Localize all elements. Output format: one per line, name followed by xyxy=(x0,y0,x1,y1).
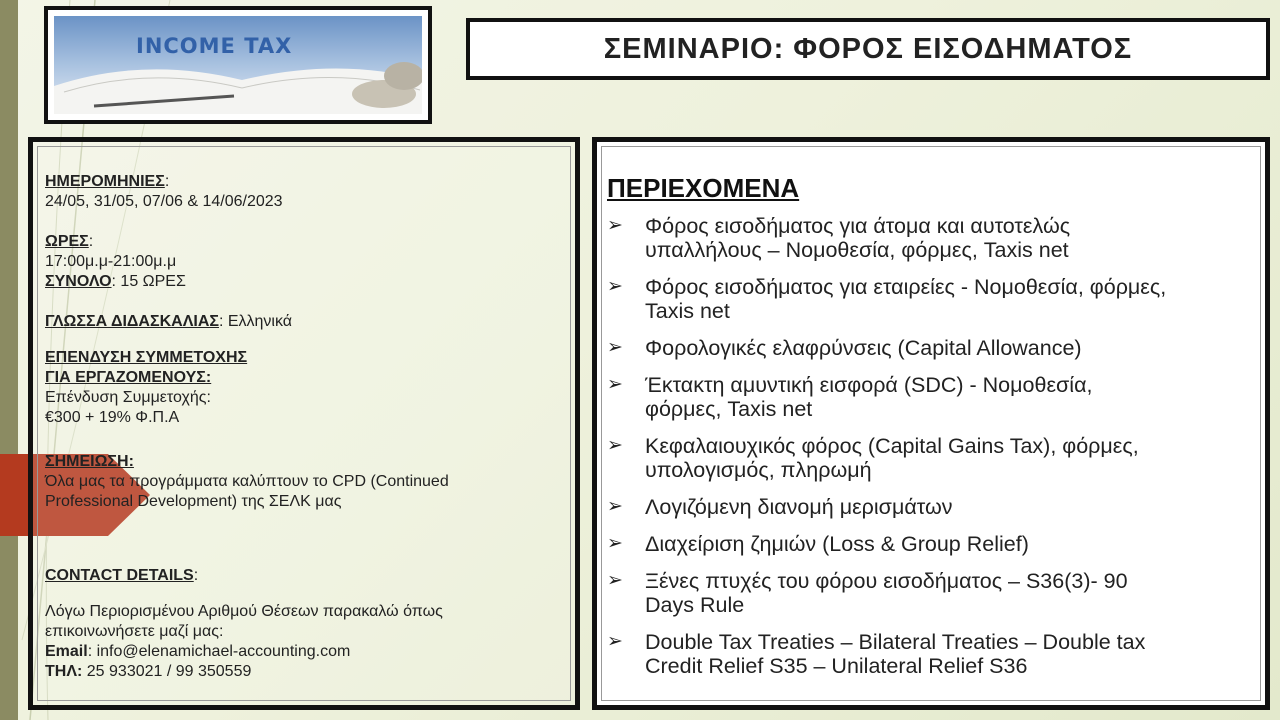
logo-image xyxy=(54,16,422,114)
contact-block: CONTACT DETAILS: xyxy=(45,567,199,584)
arrow-bullet-icon: ➢ xyxy=(607,374,623,395)
list-item: ➢ Φόρος εισοδήματος για εταιρείες - Νομοθεσία, φόρμες, Taxis net xyxy=(607,275,1167,323)
language-value: : Ελληνικά xyxy=(218,313,293,330)
contact-label: CONTACT DETAILS xyxy=(45,567,194,584)
list-item: ➢ Φορολογικές ελαφρύνσεις (Capital Allowance) xyxy=(607,336,1082,360)
dates-block: ΗΜΕΡΟΜΗΝΙΕΣ: 24/05, 31/05, 07/06 & 14/06/2023 xyxy=(45,173,283,210)
email-label: Email xyxy=(45,643,88,660)
note-label: ΣΗΜΕΙΩΣΗ: xyxy=(45,453,134,470)
note-line-2: Professional Development) της ΣΕΛΚ μας xyxy=(45,493,342,510)
list-item: ➢ Φόρος εισοδήματος για άτομα και αυτοτελώς υπαλλήλους – Νομοθεσία, φόρμες, Taxis net xyxy=(607,214,1071,262)
total-value: : 15 ΩΡΕΣ xyxy=(111,273,186,290)
email-value[interactable]: : info@elenamichael-accounting.com xyxy=(87,643,351,660)
list-item: ➢ Double Tax Treaties – Bilateral Treaties – Double tax Credit Relief S35 – Unilateral Relief S36 xyxy=(607,630,1146,678)
hours-value: 17:00μ.μ-21:00μ.μ xyxy=(45,253,177,270)
note-block xyxy=(45,452,449,512)
phone-label: ΤΗΛ: xyxy=(45,663,83,680)
hours-label: ΩΡΕΣ xyxy=(45,233,89,250)
contact-line-2: επικοινωνήσετε μαζί μας: xyxy=(45,623,224,640)
investment-price: €300 + 19% Φ.Π.Α xyxy=(45,409,180,426)
arrow-bullet-icon: ➢ xyxy=(607,496,623,517)
contents-title: ΠΕΡΙΕΧΟΜΕΝΑ xyxy=(607,173,800,203)
investment-block xyxy=(45,348,247,428)
investment-label-2: ΓΙΑ ΕΡΓΑΖΟΜΕΝΟΥΣ: xyxy=(45,369,212,386)
contact-details xyxy=(45,602,443,682)
arrow-bullet-icon: ➢ xyxy=(607,337,623,358)
hours-block: ΩΡΕΣ: 17:00μ.μ-21:00μ.μ ΣΥΝΟΛΟ: 15 ΩΡΕΣ xyxy=(45,233,186,290)
note-line-1: Όλα μας τα προγράμματα καλύπτουν το CPD (Continued xyxy=(45,473,449,490)
list-item: ➢ Κεφαλαιουχικός φόρος (Capital Gains Tax), φόρμες, υπολογισμός, πληρωμή xyxy=(607,434,1139,482)
investment-line-1: Επένδυση Συμμετοχής: xyxy=(45,389,211,406)
contents-panel xyxy=(592,137,1270,710)
arrow-bullet-icon: ➢ xyxy=(607,435,623,456)
logo-text: INCOME TAX xyxy=(136,34,293,58)
arrow-bullet-icon: ➢ xyxy=(607,276,623,297)
arrow-bullet-icon: ➢ xyxy=(607,533,623,554)
contact-line-1: Λόγω Περιορισμένου Αριθμού Θέσεων παρακαλώ όπως xyxy=(45,603,443,620)
dates-value: 24/05, 31/05, 07/06 & 14/06/2023 xyxy=(45,193,283,210)
phone-value[interactable]: 25 933021 / 99 350559 xyxy=(82,663,252,680)
list-item: ➢ Λογιζόμενη διανομή μερισμάτων xyxy=(607,495,953,519)
income-tax-logo xyxy=(44,6,432,124)
total-label: ΣΥΝΟΛΟ xyxy=(45,273,112,290)
contents-list xyxy=(607,214,1257,691)
arrow-bullet-icon: ➢ xyxy=(607,570,623,591)
list-item: ➢ Έκτακτη αμυντική εισφορά (SDC) - Νομοθεσία, φόρμες, Taxis net xyxy=(607,373,1093,421)
language-block xyxy=(45,312,292,332)
info-panel xyxy=(28,137,580,710)
list-item: ➢ Διαχείριση ζημιών (Loss & Group Relief) xyxy=(607,532,1029,556)
arrow-bullet-icon: ➢ xyxy=(607,215,623,236)
investment-label-1: ΕΠΕΝΔΥΣΗ ΣΥΜΜΕΤΟΧΗΣ xyxy=(45,349,248,366)
seminar-title: ΣΕΜΙΝΑΡΙΟ: ΦΟΡΟΣ ΕΙΣΟΔΗΜΑΤΟΣ xyxy=(603,32,1133,65)
arrow-bullet-icon: ➢ xyxy=(607,631,623,652)
list-item: ➢ Ξένες πτυχές του φόρου εισοδήματος – S36(3)- 90 Days Rule xyxy=(607,569,1128,617)
book-icon xyxy=(54,16,422,114)
seminar-title-box xyxy=(466,18,1270,80)
language-label: ΓΛΩΣΣΑ ΔΙΔΑΣΚΑΛΙΑΣ xyxy=(45,313,219,330)
dates-label: ΗΜΕΡΟΜΗΝΙΕΣ xyxy=(45,173,165,190)
